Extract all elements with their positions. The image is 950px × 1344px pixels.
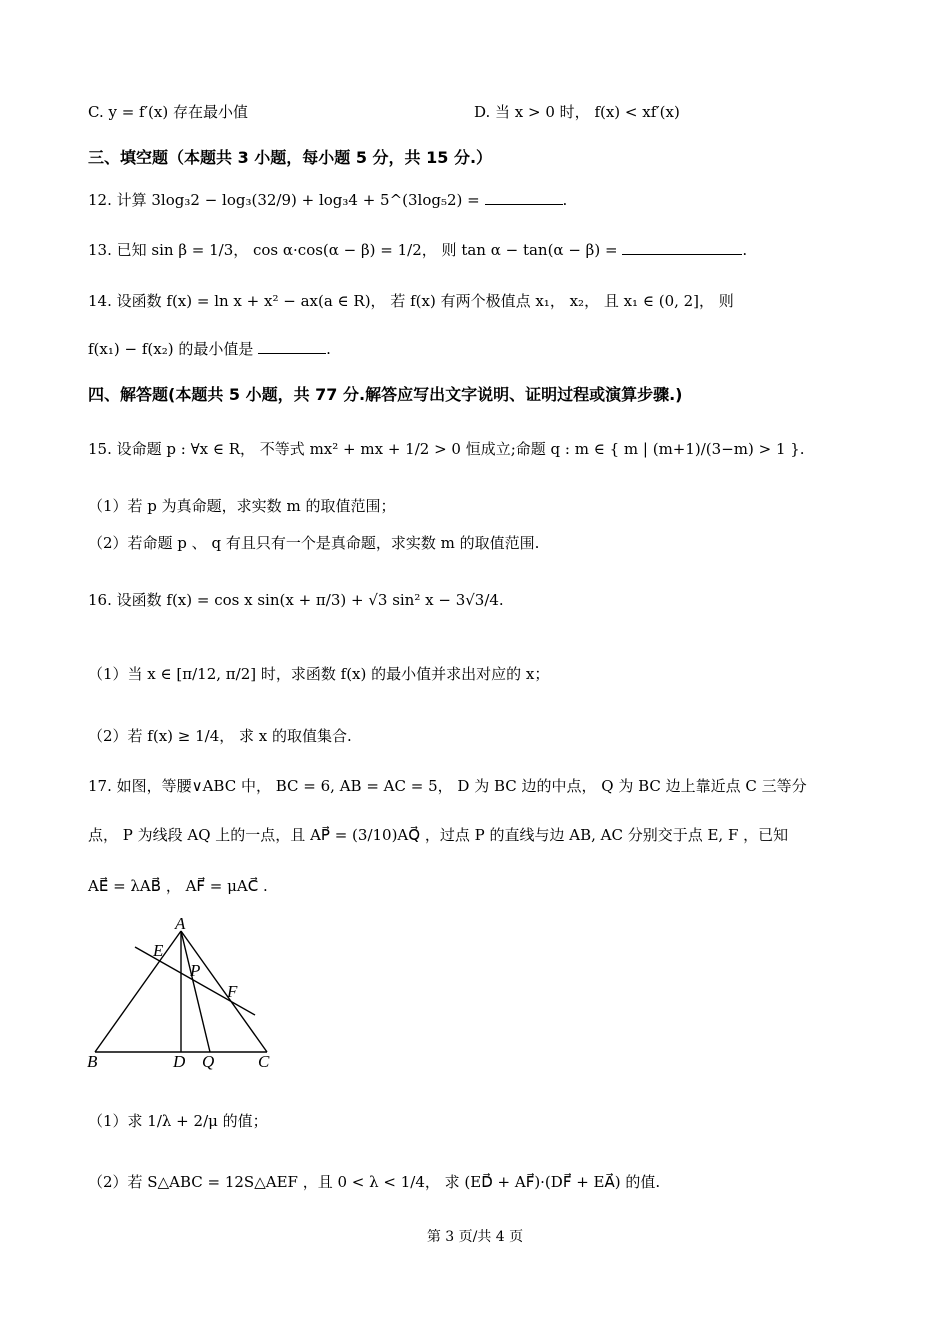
label-e: E — [153, 941, 164, 960]
side-ac — [181, 931, 267, 1052]
label-c: C — [258, 1052, 270, 1071]
question-14-line-2: f(x₁) − f(x₂) 的最小值是 . — [88, 340, 331, 358]
q11-option-d: D. 当 x > 0 时， f(x) < xf′(x) — [474, 103, 680, 121]
question-14-line-1: 14. 设函数 f(x) = ln x + x² − ax(a ∈ R)， 若 f(x) 有两个极值点 x₁， x₂， 且 x₁ ∈ (0, 2]， 则 — [88, 292, 734, 310]
question-12-text: 12. 计算 3log₃2 − log₃(32/9) + log₃4 + 5^(3log₅2) = — [88, 191, 480, 209]
question-16-part-2: （2）若 f(x) ≥ 1/4， 求 x 的取值集合. — [88, 727, 352, 745]
label-b: B — [87, 1052, 98, 1071]
question-17-line-1: 17. 如图，等腰∨ABC 中， BC = 6, AB = AC = 5， D 为 BC 边的中点， Q 为 BC 边上靠近点 C 三等分 — [88, 777, 807, 795]
question-17-line-2: 点， P 为线段 AQ 上的一点，且 AP⃗ = (3/10)AQ⃗ ，过点 P 的直线与边 AB, AC 分别交于点 E, F ，已知 — [88, 826, 789, 844]
answer-blank — [258, 339, 326, 354]
label-q: Q — [202, 1052, 215, 1071]
question-15-stem: 15. 设命题 p : ∀x ∈ R， 不等式 mx² + mx + 1/2 > 0 恒成立;命题 q : m ∈ { m | (m+1)/(3−m) > 1 }. — [88, 440, 805, 458]
label-a: A — [175, 915, 186, 933]
question-15-part-2: （2）若命题 p 、 q 有且只有一个是真命题，求实数 m 的取值范围. — [88, 534, 540, 552]
question-17-part-1: （1）求 1/λ + 2/μ 的值； — [88, 1112, 268, 1130]
q11-option-c: C. y = f′(x) 存在最小值 — [88, 103, 248, 121]
label-p: P — [190, 961, 201, 980]
question-15-part-1: （1）若 p 为真命题，求实数 m 的取值范围； — [88, 497, 396, 515]
label-d: D — [173, 1052, 186, 1071]
question-16-part-1: （1）当 x ∈ [π/12, π/2] 时，求函数 f(x) 的最小值并求出对应的 x； — [88, 665, 550, 683]
page-footer: 第 3 页/共 4 页 — [426, 1229, 524, 1245]
question-17-part-2: （2）若 S△ABC = 12S△AEF ，且 0 < λ < 1/4， 求 (ED⃗ + AF⃗)·(DF⃗ + EA⃗) 的值. — [88, 1173, 661, 1191]
question-13: 13. 已知 sin β = 1/3， cos α·cos(α − β) = 1/2， 则 tan α − tan(α − β) = . — [88, 241, 748, 259]
triangle-figure — [80, 915, 290, 1075]
answer-blank — [485, 190, 563, 205]
question-14-text: f(x₁) − f(x₂) 的最小值是 — [88, 340, 254, 358]
section-4-heading: 四、解答题(本题共 5 小题，共 77 分.解答应写出文字说明、证明过程或演算步骤.) — [88, 385, 683, 404]
section-3-heading: 三、填空题（本题共 3 小题，每小题 5 分，共 15 分.） — [88, 148, 493, 167]
answer-blank — [622, 240, 742, 255]
question-12: 12. 计算 3log₃2 − log₃(32/9) + log₃4 + 5^(3log₅2) = . — [88, 191, 568, 209]
question-17-line-3: AE⃗ = λAB⃗ ， AF⃗ = μAC⃗ . — [88, 877, 268, 895]
question-13-text: 13. 已知 sin β = 1/3， cos α·cos(α − β) = 1/2， 则 tan α − tan(α − β) = — [88, 241, 618, 259]
question-16-stem: 16. 设函数 f(x) = cos x sin(x + π/3) + √3 sin² x − 3√3/4. — [88, 591, 504, 609]
segment-aq — [181, 931, 210, 1052]
label-f: F — [227, 982, 238, 1001]
